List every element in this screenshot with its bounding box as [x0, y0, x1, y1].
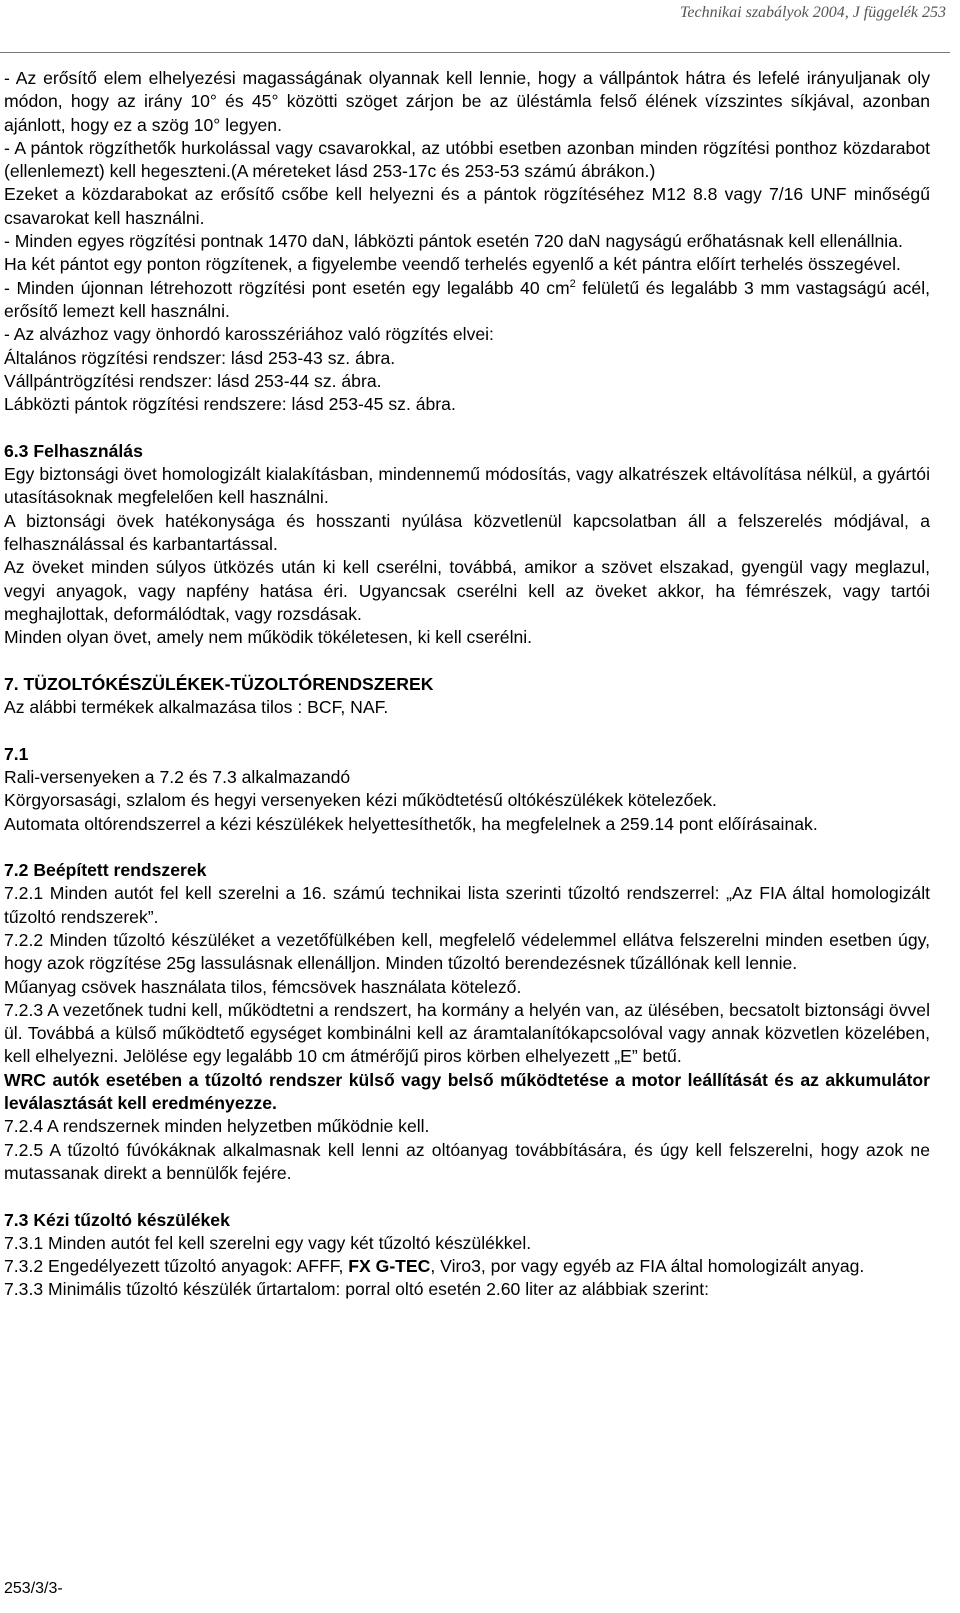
paragraph: Automata oltórendszerrel a kézi készülékek helyettesíthetők, ha megfelelnek a 259.14 pont előírásainak.: [4, 813, 818, 834]
paragraph: A biztonsági övek hatékonysága és hosszanti nyúlása közvetlenül kapcsolatban áll a felszerelés módjával, a felhasználással és karbantartással.: [4, 510, 930, 554]
paragraph: Vállpántrögzítési rendszer: lásd 253-44 sz. ábra.: [4, 370, 382, 391]
section-heading-7: 7. TÜZOLTÓKÉSZÜLÉKEK-TÜZOLTÓRENDSZEREK: [4, 673, 434, 694]
paragraph: 7.2.4 A rendszernek minden helyzetben működnie kell.: [4, 1116, 430, 1137]
paragraph: Az alábbi termékek alkalmazása tilos : BCF, NAF.: [4, 697, 389, 718]
paragraph: - Minden egyes rögzítési pontnak 1470 daN, lábközti pántok esetén 720 daN nagyságú erőhatásnak kell ellenállnia.: [4, 231, 903, 252]
paragraph: Lábközti pántok rögzítési rendszere: lásd 253-45 sz. ábra.: [4, 394, 456, 415]
section-heading-6-3: 6.3 Felhasználás: [4, 440, 143, 461]
document-body: [4, 67, 930, 1302]
paragraph: 7.2.1 Minden autót fel kell szerelni a 16. számú technikai lista szerinti tűzoltó rendszerrel: „Az FIA által homologizált tűzoltó rendszerek”.: [4, 883, 930, 927]
paragraph: - Az erősítő elem elhelyezési magasságának olyannak kell lennie, hogy a vállpántok hátra és lefelé irányuljanak oly módon, hogy az irány 10° és 45° közötti szöget zárjon be az üléstámla felső élének vízszintes síkjával, azonban ajánlott, hogy ez a szög 10° legyen.: [4, 68, 930, 135]
running-title: Technikai szabályok 2004, J függelék 253: [679, 4, 946, 21]
agents-suffix: , Viro3, por vagy egyéb az FIA által homologizált anyag.: [430, 1256, 865, 1277]
plate-text-after: felületű és legalább 3 mm vastagságú acél, erősítő lemezt kell használni.: [4, 277, 930, 321]
plate-text-before: - Minden újonnan létrehozott rögzítési pont esetén egy legalább 40 cm: [4, 277, 570, 298]
plate-superscript: 2: [569, 277, 576, 290]
paragraph: Műanyag csövek használata tilos, fémcsövek használata kötelező.: [4, 976, 522, 997]
paragraph: Egy biztonsági övet homologizált kialakításban, mindennemű módosítás, vagy alkatrészek eltávolítása nélkül, a gyártói utasításoknak megfelelően kell használni.: [4, 464, 930, 508]
page-header: [0, 0, 950, 53]
section-heading-7-3: 7.3 Kézi tűzoltó készülékek: [4, 1209, 230, 1230]
section-heading-7-1: 7.1: [4, 743, 29, 764]
paragraph-agents: [4, 1255, 930, 1278]
page-footer-code: 253/3/3-: [4, 1580, 63, 1597]
section-heading-7-2: 7.2 Beépített rendszerek: [4, 860, 207, 881]
paragraph: Minden olyan övet, amely nem működik tökéletesen, ki kell cserélni.: [4, 627, 533, 648]
paragraph: 7.2.5 A tűzoltó fúvókáknak alkalmasnak kell lenni az oltóanyag továbbítására, és úgy kell felszerelni, hogy azok ne mutassanak direkt a bennülők fejére.: [4, 1139, 930, 1183]
paragraph: 7.3.1 Minden autót fel kell szerelni egy vagy két tűzoltó készülékkel.: [4, 1232, 532, 1253]
agents-bold: FX G-TEC: [348, 1256, 431, 1277]
paragraph: Körgyorsasági, szlalom és hegyi versenyeken kézi működtetésű oltókészülékek kötelezőek.: [4, 790, 717, 811]
paragraph: Rali-versenyeken a 7.2 és 7.3 alkalmazandó: [4, 766, 351, 787]
paragraph: - Az alvázhoz vagy önhordó karosszériához való rögzítés elvei:: [4, 324, 494, 345]
paragraph: Ezeket a közdarabokat az erősítő csőbe kell helyezni és a pántok rögzítéséhez M12 8.8 vagy 7/16 UNF minőségű csavarokat kell használni.: [4, 184, 930, 228]
paragraph-plate: [4, 277, 930, 324]
paragraph: 7.2.3 A vezetőnek tudni kell, működtetni a rendszert, ha kormány a helyén van, az ülésében, becsatolt biztonsági övvel ül. Továbbá a külső működtető egységet kombinálni kell az áramtalanítókapcsolóval vagy annak közvetlen közelében, kell elhelyezni. Jelölése egy legalább 10 cm átmérőjű piros körben elhelyezett „E” betű.: [4, 999, 930, 1067]
paragraph: - A pántok rögzíthetők hurkolással vagy csavarokkal, az utóbbi esetben azonban minden rögzítési ponthoz közdarabot (ellenlemezt) kell hegeszteni.(A méreteket lásd 253-17c és 253-53 számú ábrákon.): [4, 137, 930, 182]
paragraph: Ha két pántot egy ponton rögzítenek, a figyelembe veendő terhelés egyenlő a két pántra előírt terhelés összegével.: [4, 254, 901, 275]
agents-prefix: 7.3.2 Engedélyezett tűzoltó anyagok: AFFF,: [4, 1256, 349, 1277]
paragraph: 7.2.2 Minden tűzoltó készüléket a vezetőfülkében kell, megfelelő védelemmel ellátva felszerelni minden esetben úgy, hogy azok rögzítése 25g lassulásnak ellenálljon. Minden tűzoltó berendezésnek tűzállónak kell lennie.: [4, 929, 930, 974]
wrc-bold-paragraph: WRC autók esetében a tűzoltó rendszer külső vagy belső működtetése a motor leállítását és az akkumulátor leválasztását kell eredményezze.: [4, 1069, 930, 1114]
paragraph: Általános rögzítési rendszer: lásd 253-43 sz. ábra.: [4, 347, 396, 368]
paragraph: Az öveket minden súlyos ütközés után ki kell cserélni, továbbá, amikor a szövet elszakad, gyengül vagy meglazul, vegyi anyagok, vagy napfény hatása éri. Ugyancsak cserélni kell az öveket akkor, ha fémrészek, vagy tartói meghajlottak, deformálódtak, vagy rozsdásak.: [4, 557, 930, 624]
paragraph: 7.3.3 Minimális tűzoltó készülék űrtartalom: porral oltó esetén 2.60 liter az alábbiak szerint:: [4, 1279, 710, 1300]
